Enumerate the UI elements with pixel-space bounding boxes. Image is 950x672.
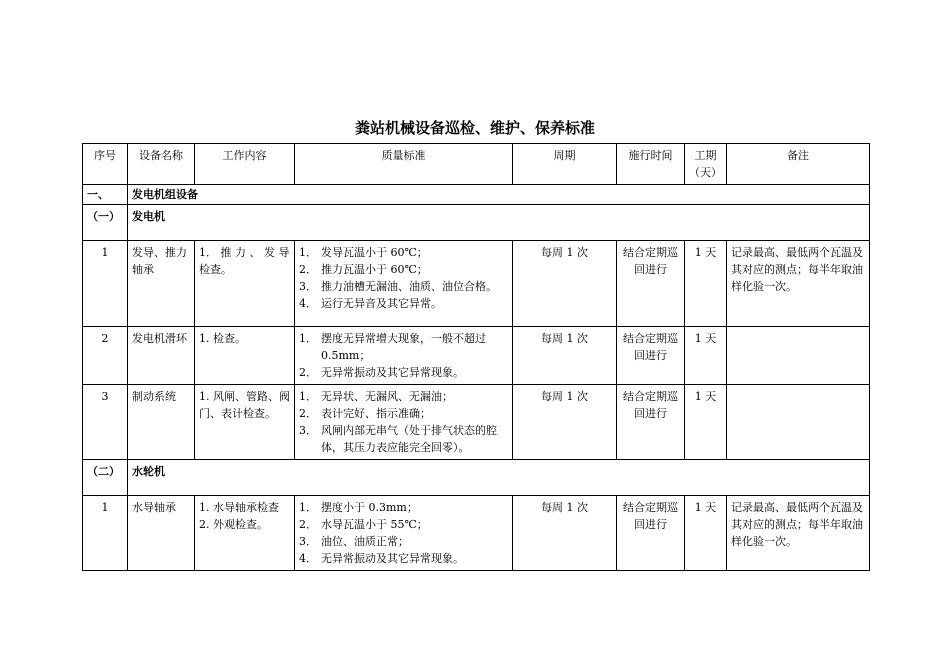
duration-days: 1 天	[685, 385, 727, 460]
cycle: 每周 1 次	[513, 327, 617, 385]
cycle: 每周 1 次	[513, 496, 617, 571]
work-content: 1. 风闸、管路、阀门、表计检查。	[195, 385, 295, 460]
header-cell: 施行时间	[617, 144, 685, 185]
section-number: 一、	[83, 185, 128, 205]
execution-time: 结合定期巡回进行	[617, 385, 685, 460]
header-cell: 工作内容	[195, 144, 295, 185]
work-content: 1． 推 力 、 发 导 检查。	[195, 241, 295, 327]
device-name: 制动系统	[128, 385, 195, 460]
table-row	[83, 496, 870, 571]
quality-standard: 1． 发导瓦温小于 60℃； 2． 推力瓦温小于 60℃； 3． 推力油槽无漏油、油质、油位合格。 4． 运行无异音及其它异常。	[295, 241, 513, 327]
row-number: 1	[83, 496, 128, 571]
work-content: 1. 水导轴承检查 2. 外观检查。	[195, 496, 295, 571]
header-cell: 质量标准	[295, 144, 513, 185]
header-cell: 设备名称	[128, 144, 195, 185]
row-number: 3	[83, 385, 128, 460]
remarks	[727, 385, 870, 460]
header-cell: 序号	[83, 144, 128, 185]
subsection-row	[83, 205, 870, 241]
table-header-row	[83, 144, 870, 185]
duration-days: 1 天	[685, 327, 727, 385]
duration-days: 1 天	[685, 496, 727, 571]
remarks: 记录最高、最低两个瓦温及其对应的测点；每半年取油样化验一次。	[727, 241, 870, 327]
cycle: 每周 1 次	[513, 241, 617, 327]
execution-time: 结合定期巡回进行	[617, 241, 685, 327]
quality-standard: 1． 摆度无异常增大现象，一般不超过 0.5mm； 2． 无异常振动及其它异常现象。	[295, 327, 513, 385]
work-content: 1. 检查。	[195, 327, 295, 385]
header-cell: 工期（天）	[685, 144, 727, 185]
subsection-number: （二）	[83, 460, 128, 496]
execution-time: 结合定期巡回进行	[617, 496, 685, 571]
table-row	[83, 327, 870, 385]
remarks	[727, 327, 870, 385]
remarks: 记录最高、最低两个瓦温及其对应的测点；每半年取油样化验一次。	[727, 496, 870, 571]
header-cell: 周期	[513, 144, 617, 185]
duration-days: 1 天	[685, 241, 727, 327]
table-row	[83, 385, 870, 460]
execution-time: 结合定期巡回进行	[617, 327, 685, 385]
document-title: 粪站机械设备巡检、维护、保养标准	[354, 119, 595, 137]
device-name: 发导、推力轴承	[128, 241, 195, 327]
subsection-name: 发电机	[128, 205, 870, 241]
device-name: 发电机滑环	[128, 327, 195, 385]
quality-standard: 1． 摆度小于 0.3mm； 2． 水导瓦温小于 55℃； 3． 油位、油质正常； 4． 无异常振动及其它异常现象。	[295, 496, 513, 571]
cycle: 每周 1 次	[513, 385, 617, 460]
row-number: 2	[83, 327, 128, 385]
header-cell: 备注	[727, 144, 870, 185]
table-row	[83, 241, 870, 327]
subsection-number: （一）	[83, 205, 128, 241]
subsection-row	[83, 460, 870, 496]
row-number: 1	[83, 241, 128, 327]
section-row	[83, 185, 870, 205]
device-name: 水导轴承	[128, 496, 195, 571]
quality-standard: 1． 无异状、无漏风、无漏油； 2． 表计完好、指示准确； 3． 风闸内部无串气（处于排气状态的腔体，其压力表应能完全回零）。	[295, 385, 513, 460]
section-name: 发电机组设备	[128, 185, 870, 205]
subsection-name: 水轮机	[128, 460, 870, 496]
inspection-table	[82, 143, 870, 571]
